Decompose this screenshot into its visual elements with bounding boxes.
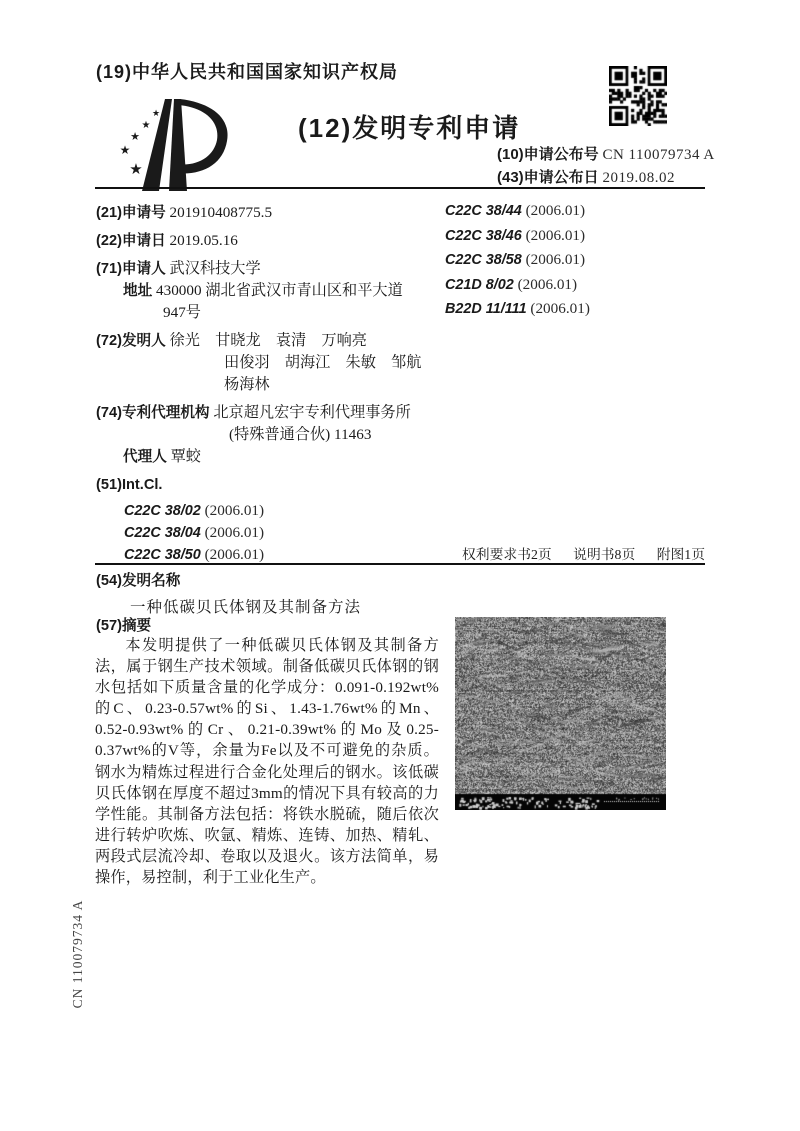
document-pages-info (444, 543, 705, 563)
svg-text:★: ★ (129, 162, 143, 178)
ipc-version: (2006.01) (525, 202, 586, 219)
svg-text:★: ★ (130, 131, 140, 143)
abstract-label: (57)摘要 (96, 618, 152, 634)
pub-date-value: 2019.08.02 (602, 170, 675, 186)
pub-date-label: (43)申请公布日 (497, 169, 599, 186)
ipc-code: C22C 38/02 (124, 503, 201, 519)
qr-code (609, 66, 667, 126)
agency-value: 北京超凡宏宇专利代理事务所(特殊普通合伙) 11463 (213, 404, 411, 443)
app-no-value: 201910408775.5 (169, 204, 273, 221)
agent-row (123, 446, 441, 468)
ipc-code: C22C 38/50 (124, 547, 201, 563)
address-value: 430000 湖北省武汉市青山区和平大道947号 (156, 282, 403, 321)
ipc-code: B22D 11/111 (445, 301, 527, 317)
inventors-line-3: 杨海林 (224, 376, 270, 393)
ipc-version: (2006.01) (204, 524, 265, 541)
title-label: (54)发明名称 (96, 573, 181, 589)
filing-date-label: (22)申请日 (96, 233, 166, 249)
patent-office-name: (19)中华人民共和国国家知识产权局 (96, 62, 399, 82)
intcl-item (124, 500, 441, 522)
description-pages: 说明书8页 (573, 547, 636, 562)
publication-number-row (497, 143, 715, 164)
intcl-label: (51)Int.Cl. (96, 477, 163, 493)
ipc-version: (2006.01) (517, 275, 578, 293)
ipc-version: (2006.01) (525, 226, 586, 244)
figures-pages: 附图1页 (656, 547, 705, 562)
document-type-title: (12)发明专利申请 (298, 113, 521, 143)
agent-label: 代理人 (123, 449, 167, 465)
abstract-text: 本发明提供了一种低碳贝氏体钢及其制备方法，属于钢生产技术领域。制备低碳贝氏体钢的钢水包括如下质量含量的化学成分：0.091-0.192wt%的C、0.23-0.57wt%的Si、1.43-1.76wt%的Mn、0.52-0.93wt%的Cr、0.21-0.39wt%的Mo及0.25-0.37wt%的V等，余量为Fe以及不可避免的杂质。钢水为精炼过程进行合金化处理后的钢水。该低碳贝氏体钢在厚度不超过3mm的情况下具有较高的力学性能。其制备方法包括：将铁水脱硫，随后依次进行转炉吹炼、吹氩、精炼、连铸、加热、精轧、两段式层流冷却、卷取以及退火。该方法简单，易操作，易控制，利于工业化生产。 (95, 637, 439, 887)
intcl-item (124, 522, 441, 544)
bibliographic-left-column (96, 196, 441, 566)
filing-date-row (96, 230, 441, 252)
claims-pages: 权利要求书2页 (462, 547, 552, 562)
pub-no-value: CN 110079734 A (602, 147, 715, 163)
classification-right-column (445, 199, 707, 322)
ipc-item (445, 297, 707, 322)
sem-micrograph-figure (455, 617, 666, 810)
agent-value: 覃蛟 (170, 448, 201, 465)
inventors-label: (72)发明人 (96, 333, 166, 349)
inventors-row (96, 330, 441, 352)
inventors-line-1: 徐光 甘晓龙 袁清 万响亮 (169, 332, 367, 349)
ipc-code: C22C 38/58 (445, 252, 522, 268)
svg-text:★: ★ (119, 143, 131, 157)
vertical-publication-number: CN 110079734 A (70, 899, 85, 1009)
agency-label: (74)专利代理机构 (96, 405, 210, 421)
svg-text:★: ★ (141, 120, 151, 131)
section-divider (95, 563, 705, 565)
ipc-code: C21D 8/02 (445, 276, 514, 293)
cnipa-emblem-icon (112, 92, 254, 198)
ipc-item (445, 199, 707, 224)
applicant-label: (71)申请人 (96, 261, 166, 277)
invention-title-section (96, 569, 361, 617)
applicant-value: 武汉科技大学 (169, 260, 261, 277)
application-number-row (96, 202, 441, 224)
applicant-row (96, 258, 441, 280)
publication-date-row (497, 166, 675, 187)
ipc-code: C22C 38/46 (445, 227, 522, 244)
filing-date-value: 2019.05.16 (169, 232, 238, 249)
ipc-code: C22C 38/04 (124, 525, 201, 541)
address-label: 地址 (123, 283, 153, 299)
ipc-code: C22C 38/44 (445, 203, 522, 219)
ipc-version: (2006.01) (204, 502, 265, 519)
inventors-line-2: 田俊羽 胡海江 朱敏 邹航 (224, 354, 422, 371)
ipc-version: (2006.01) (530, 300, 590, 317)
applicant-address-row (123, 280, 405, 324)
abstract-section-label (96, 614, 151, 635)
agency-row (96, 402, 421, 446)
ipc-item (445, 273, 707, 298)
header-divider (95, 187, 705, 189)
ipc-item (445, 248, 707, 273)
pub-no-label: (10)申请公布号 (497, 146, 599, 163)
svg-text:★: ★ (151, 108, 161, 118)
invention-title: 一种低碳贝氏体钢及其制备方法 (130, 599, 362, 616)
ipc-version: (2006.01) (204, 546, 265, 563)
ipc-item (445, 224, 707, 249)
app-no-label: (21)申请号 (96, 205, 166, 221)
intcl-header-row (96, 474, 441, 496)
ipc-version: (2006.01) (525, 251, 586, 268)
